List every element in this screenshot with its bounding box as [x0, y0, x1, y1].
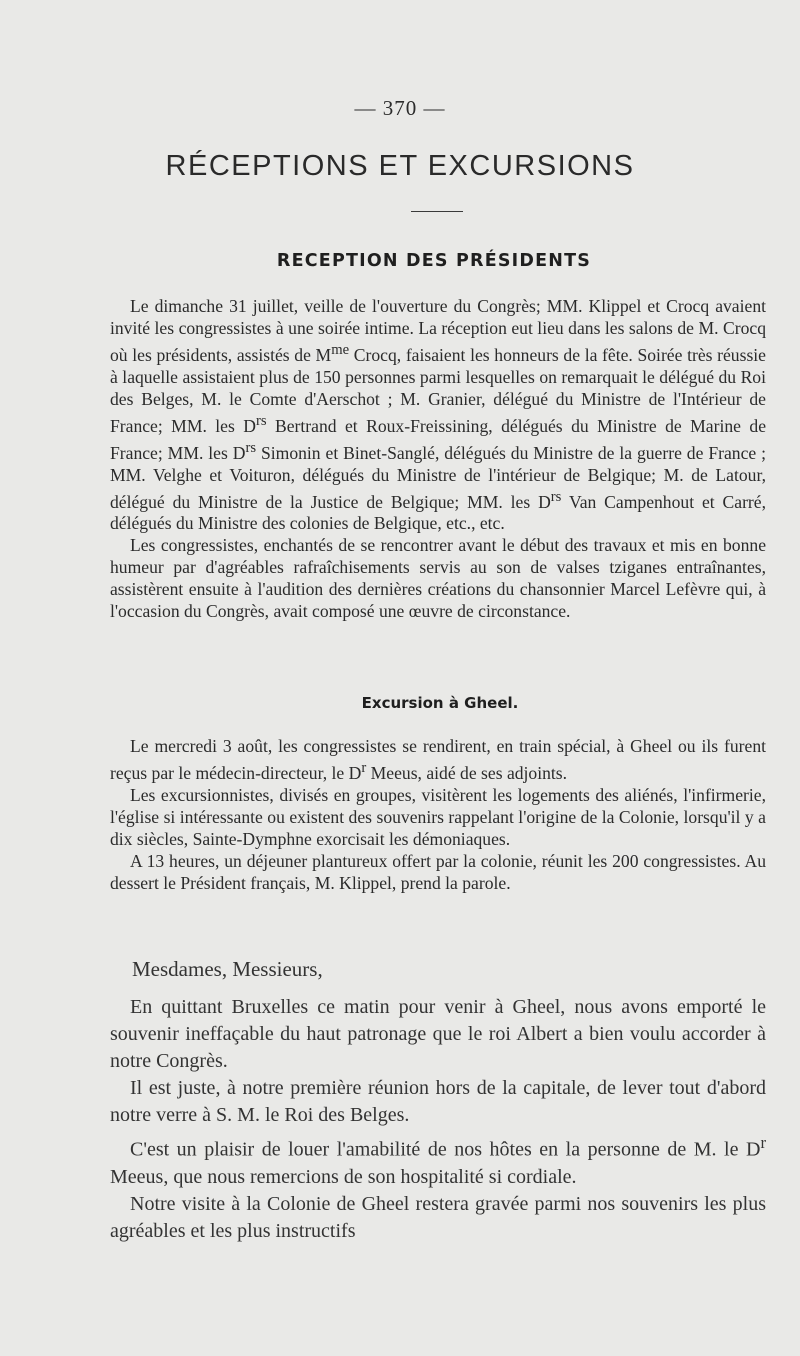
paragraph: Les congressistes, enchantés de se rencontrer avant le début des travaux et mis en bonne humeur par d'agréables rafraîchisements servis au son de valses tziganes entraînantes, assistèrent ensuite à l'audition des dernières créations du chansonnier Marcel Lefèvre qui, à l'occasion du Congrès, avait composé une œuvre de circonstance. — [110, 535, 766, 622]
paragraph: Les excursionnistes, divisés en groupes, visitèrent les logements des aliénés, l'infirmerie, l'église si intéressante ou existent des souvenirs rappelant l'origine de la Colonie, lorsqu'il y a dix siècles, Sainte-Dymphne exorcisait les démoniaques. — [110, 784, 766, 849]
reception-text — [110, 295, 766, 622]
paragraph: Notre visite à la Colonie de Gheel restera gravée parmi nos souvenirs les plus agréables et les plus instructifs — [110, 1192, 766, 1242]
paragraph: C'est un plaisir de louer l'amabilité de nos hôtes en la personne de M. le $D^r$ Meeus, que nous remercions de son hospitalité si cordiale. — [110, 1133, 766, 1188]
paragraph: Le mercredi 3 août, les congressistes se rendirent, en train spécial, à Gheel ou ils furent reçus par le médecin-directeur, le $D^r$ Meeus, aidé de ses adjoints. — [110, 736, 766, 783]
title-divider — [411, 211, 463, 212]
paragraph: Le dimanche 31 juillet, veille de l'ouverture du Congrès; MM. Klippel et Crocq avaient invité les congressistes à une soirée intime. La réception eut lieu dans les salons de M. Crocq où les présidents, assistés de $M^{me}$ Crocq, faisaient les honneurs de la fête. Soirée très réussie à laquelle assistaient plus de 150 personnes parmi lesquelles on remarquait le délégué du Roi des Belges, M. le Comte d'Aerschot ; M. Granier, délégué du Ministre de l'Intérieur de France; MM. les $D^{rs}$ Bertrand et Roux-Freissining, délégués du Ministre de Marine de France; MM. les $D^{rs}$ Simonin et Binet-Sanglé, délégués du Ministre de la guerre de France ; MM. Velghe et Voituron, délégués du Ministre de l'intérieur de Belgique; M. de Latour, délégué du Ministre de la Justice de Belgique; MM. les $D^{rs}$ Van Campenhout et Carré, délégués du Ministre des colonies de Belgique, etc., etc. — [110, 296, 767, 534]
speech-text — [110, 994, 766, 1245]
excursion-heading: Excursion à Gheel. — [361, 694, 519, 712]
paragraph: En quittant Bruxelles ce matin pour venir à Gheel, nous avons emporté le souvenir ineffaçable du haut patronage que le roi Albert a bien voulu accorder à notre Congrès. — [110, 996, 766, 1072]
excursion-text — [110, 735, 766, 894]
paragraph: Il est juste, à notre première réunion hors de la capitale, de lever tout d'abord notre verre à S. M. le Roi des Belges. — [110, 1077, 766, 1126]
page-title: RÉCEPTIONS ET EXCURSIONS — [165, 150, 635, 182]
paragraph: A 13 heures, un déjeuner plantureux offert par la colonie, réunit les 200 congressistes. Au dessert le Président français, M. Klippel, prend la parole. — [110, 850, 766, 893]
speech-salutation: Mesdames, Messieurs, — [132, 957, 323, 981]
section-heading: RECEPTION DES PRÉSIDENTS — [276, 251, 592, 271]
page-number: — 370 — — [354, 96, 446, 120]
